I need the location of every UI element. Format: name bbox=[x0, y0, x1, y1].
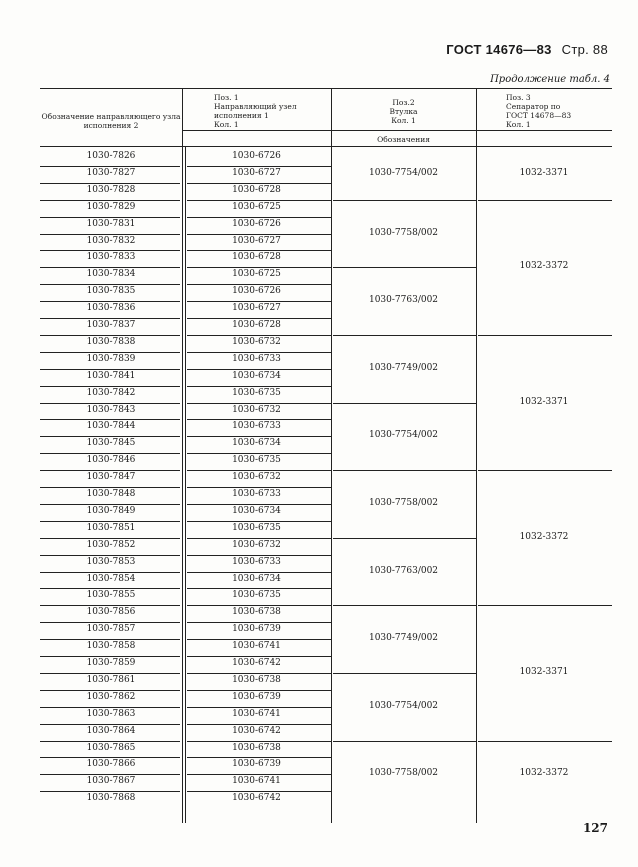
row-col2: 1030-6739 bbox=[232, 624, 281, 635]
row-col1: 1030-7835 bbox=[86, 286, 136, 297]
row-col2: 1030-6725 bbox=[232, 201, 281, 212]
row-col1: 1030-7867 bbox=[86, 776, 136, 787]
subheader-divider bbox=[40, 146, 612, 147]
group-col3-divider bbox=[333, 673, 476, 674]
row-col1: 1030-7856 bbox=[86, 607, 136, 618]
group-col3-divider bbox=[333, 335, 476, 336]
row-col1: 1030-7855 bbox=[86, 590, 136, 601]
group-col3: 1030-7758/002 bbox=[368, 768, 439, 779]
row-col1: 1030-7857 bbox=[86, 624, 136, 635]
header-col1-line: Обозначение направляющего узла исполнения 2 bbox=[41, 112, 181, 130]
row-col2: 1030-6733 bbox=[232, 556, 281, 567]
row-col2: 1030-6739 bbox=[232, 759, 281, 770]
row-col1: 1030-7849 bbox=[86, 505, 136, 516]
document-header bbox=[446, 42, 608, 57]
group-col3: 1030-7749/002 bbox=[368, 362, 439, 373]
group-col3-divider bbox=[333, 200, 476, 201]
row-col2: 1030-6733 bbox=[232, 421, 281, 432]
row-col1: 1030-7868 bbox=[86, 793, 136, 804]
row-col2: 1030-6732 bbox=[232, 404, 281, 415]
row-col2: 1030-6734 bbox=[232, 505, 281, 516]
group-col4-divider bbox=[478, 335, 612, 336]
row-col1: 1030-7826 bbox=[86, 151, 136, 161]
row-col2: 1030-6742 bbox=[232, 658, 281, 668]
row-col1: 1030-7854 bbox=[86, 573, 136, 584]
row-col2: 1030-6726 bbox=[232, 286, 281, 297]
header-col4-line: Поз. 3 bbox=[506, 93, 531, 102]
header-col2-line: Поз. 1 bbox=[214, 93, 239, 102]
row-col1: 1030-7839 bbox=[86, 353, 136, 364]
header-col2-line: Направляющий узел bbox=[214, 102, 297, 111]
standard-title: ГОСТ 14676—83 bbox=[446, 42, 552, 57]
group-col4: 1032-3371 bbox=[519, 396, 569, 407]
row-col2: 1030-6732 bbox=[232, 472, 281, 483]
group-col3: 1030-7758/002 bbox=[368, 497, 439, 508]
row-col1: 1030-7846 bbox=[86, 455, 136, 466]
row-col2: 1030-6742 bbox=[232, 725, 281, 736]
row-col1: 1030-7829 bbox=[86, 201, 136, 212]
group-col3: 1030-7754/002 bbox=[368, 700, 439, 711]
row-col1: 1030-7847 bbox=[86, 472, 136, 483]
row-col1: 1030-7863 bbox=[86, 708, 136, 719]
page-label: Стр. 88 bbox=[561, 42, 608, 57]
row-col1: 1030-7844 bbox=[86, 421, 136, 432]
header-col2 bbox=[214, 93, 331, 129]
header-col2-line: исполнения 1 bbox=[214, 111, 269, 120]
header-col4-line: ГОСТ 14678—83 bbox=[506, 111, 572, 120]
row-col2: 1030-6741 bbox=[232, 776, 281, 787]
group-col3-divider bbox=[333, 538, 476, 539]
group-col3-divider bbox=[333, 403, 476, 404]
group-col4-divider bbox=[478, 741, 612, 742]
group-col3-divider bbox=[333, 470, 476, 471]
col-divider-3 bbox=[476, 88, 477, 823]
row-col2: 1030-6735 bbox=[232, 522, 281, 533]
header-col2-line: Кол. 1 bbox=[214, 120, 239, 129]
header-col4 bbox=[506, 93, 612, 129]
group-col4-divider bbox=[478, 470, 612, 471]
row-col2: 1030-6732 bbox=[232, 336, 281, 347]
row-col2: 1030-6727 bbox=[232, 303, 281, 314]
group-col4-divider bbox=[478, 200, 612, 201]
group-col3-divider bbox=[333, 267, 476, 268]
row-col2: 1030-6734 bbox=[232, 370, 281, 381]
row-col1: 1030-7843 bbox=[86, 404, 136, 415]
group-col3: 1030-7763/002 bbox=[368, 565, 439, 576]
row-col2: 1030-6738 bbox=[232, 607, 281, 618]
group-col3: 1030-7749/002 bbox=[368, 633, 439, 644]
continuation-label: Продолжение табл. 4 bbox=[490, 74, 610, 85]
group-col3: 1030-7763/002 bbox=[368, 295, 439, 306]
row-col2: 1030-6732 bbox=[232, 539, 281, 550]
subheader-designations-line: Обозначения bbox=[377, 135, 430, 144]
row-col2: 1030-6727 bbox=[232, 167, 281, 178]
row-col2: 1030-6726 bbox=[232, 151, 281, 161]
group-col4: 1032-3372 bbox=[519, 531, 569, 542]
header-col3-line: Втулка bbox=[389, 107, 418, 116]
row-col1: 1030-7827 bbox=[86, 167, 136, 178]
row-col1: 1030-7841 bbox=[86, 370, 136, 381]
header-divider bbox=[182, 130, 612, 131]
group-col3-divider bbox=[333, 741, 476, 742]
row-col2: 1030-6741 bbox=[232, 708, 281, 719]
row-col2: 1030-6727 bbox=[232, 235, 281, 246]
group-col4-divider bbox=[478, 605, 612, 606]
row-col1: 1030-7828 bbox=[86, 184, 136, 195]
group-col3: 1030-7754/002 bbox=[368, 168, 439, 179]
row-col2: 1030-6733 bbox=[232, 489, 281, 499]
group-col4: 1032-3372 bbox=[519, 768, 569, 779]
row-col2: 1030-6741 bbox=[232, 641, 281, 652]
row-col1: 1030-7858 bbox=[86, 641, 136, 652]
row-col2: 1030-6728 bbox=[232, 320, 281, 330]
subheader-designations bbox=[331, 135, 476, 144]
group-col3: 1030-7754/002 bbox=[368, 430, 439, 441]
page-number: 127 bbox=[582, 821, 608, 835]
header-col4-line: Кол. 1 bbox=[506, 120, 531, 129]
row-col1: 1030-7861 bbox=[86, 674, 136, 685]
row-col1: 1030-7832 bbox=[86, 235, 136, 246]
row-col1: 1030-7865 bbox=[86, 742, 136, 753]
row-col1: 1030-7842 bbox=[86, 387, 136, 398]
row-col2: 1030-6735 bbox=[232, 590, 281, 601]
group-col4: 1032-3371 bbox=[519, 666, 569, 677]
row-col1: 1030-7864 bbox=[86, 725, 136, 736]
header-col4-line: Сепаратор по bbox=[506, 102, 561, 111]
row-col1: 1030-7866 bbox=[86, 759, 136, 770]
row-col2: 1030-6738 bbox=[232, 674, 281, 685]
row-col1: 1030-7852 bbox=[86, 539, 136, 550]
col-divider-2 bbox=[331, 88, 332, 823]
header-col3 bbox=[331, 98, 476, 125]
row-col1: 1030-7831 bbox=[86, 218, 136, 229]
row-col2: 1030-6735 bbox=[232, 387, 281, 398]
row-col1: 1030-7862 bbox=[86, 691, 136, 702]
group-col3: 1030-7758/002 bbox=[368, 227, 439, 238]
group-col4: 1032-3372 bbox=[519, 261, 569, 272]
row-col1: 1030-7833 bbox=[86, 252, 136, 263]
row-col1: 1030-7836 bbox=[86, 303, 136, 314]
header-col3-line: Поз.2 bbox=[392, 98, 415, 107]
row-col2: 1030-6733 bbox=[232, 353, 281, 364]
row-col2: 1030-6735 bbox=[232, 455, 281, 466]
row-col1: 1030-7837 bbox=[86, 320, 136, 330]
row-col2: 1030-6738 bbox=[232, 742, 281, 753]
table-top-border bbox=[40, 88, 612, 89]
row-col1: 1030-7853 bbox=[86, 556, 136, 567]
row-col2: 1030-6728 bbox=[232, 252, 281, 263]
header-col3-line: Кол. 1 bbox=[391, 116, 416, 125]
row-col2: 1030-6726 bbox=[232, 218, 281, 229]
row-col1: 1030-7859 bbox=[86, 658, 136, 668]
row-col1: 1030-7851 bbox=[86, 522, 136, 533]
row-col2: 1030-6739 bbox=[232, 691, 281, 702]
row-col1: 1030-7838 bbox=[86, 336, 136, 347]
row-col2: 1030-6734 bbox=[232, 438, 281, 449]
row-col1: 1030-7848 bbox=[86, 489, 136, 499]
group-col3-divider bbox=[333, 605, 476, 606]
row-col2: 1030-6734 bbox=[232, 573, 281, 584]
row-col2: 1030-6725 bbox=[232, 269, 281, 280]
row-col1: 1030-7845 bbox=[86, 438, 136, 449]
group-col4: 1032-3371 bbox=[519, 168, 569, 179]
row-col2: 1030-6742 bbox=[232, 793, 281, 804]
row-col2: 1030-6728 bbox=[232, 184, 281, 195]
header-col1 bbox=[40, 112, 182, 130]
row-col1: 1030-7834 bbox=[86, 269, 136, 280]
